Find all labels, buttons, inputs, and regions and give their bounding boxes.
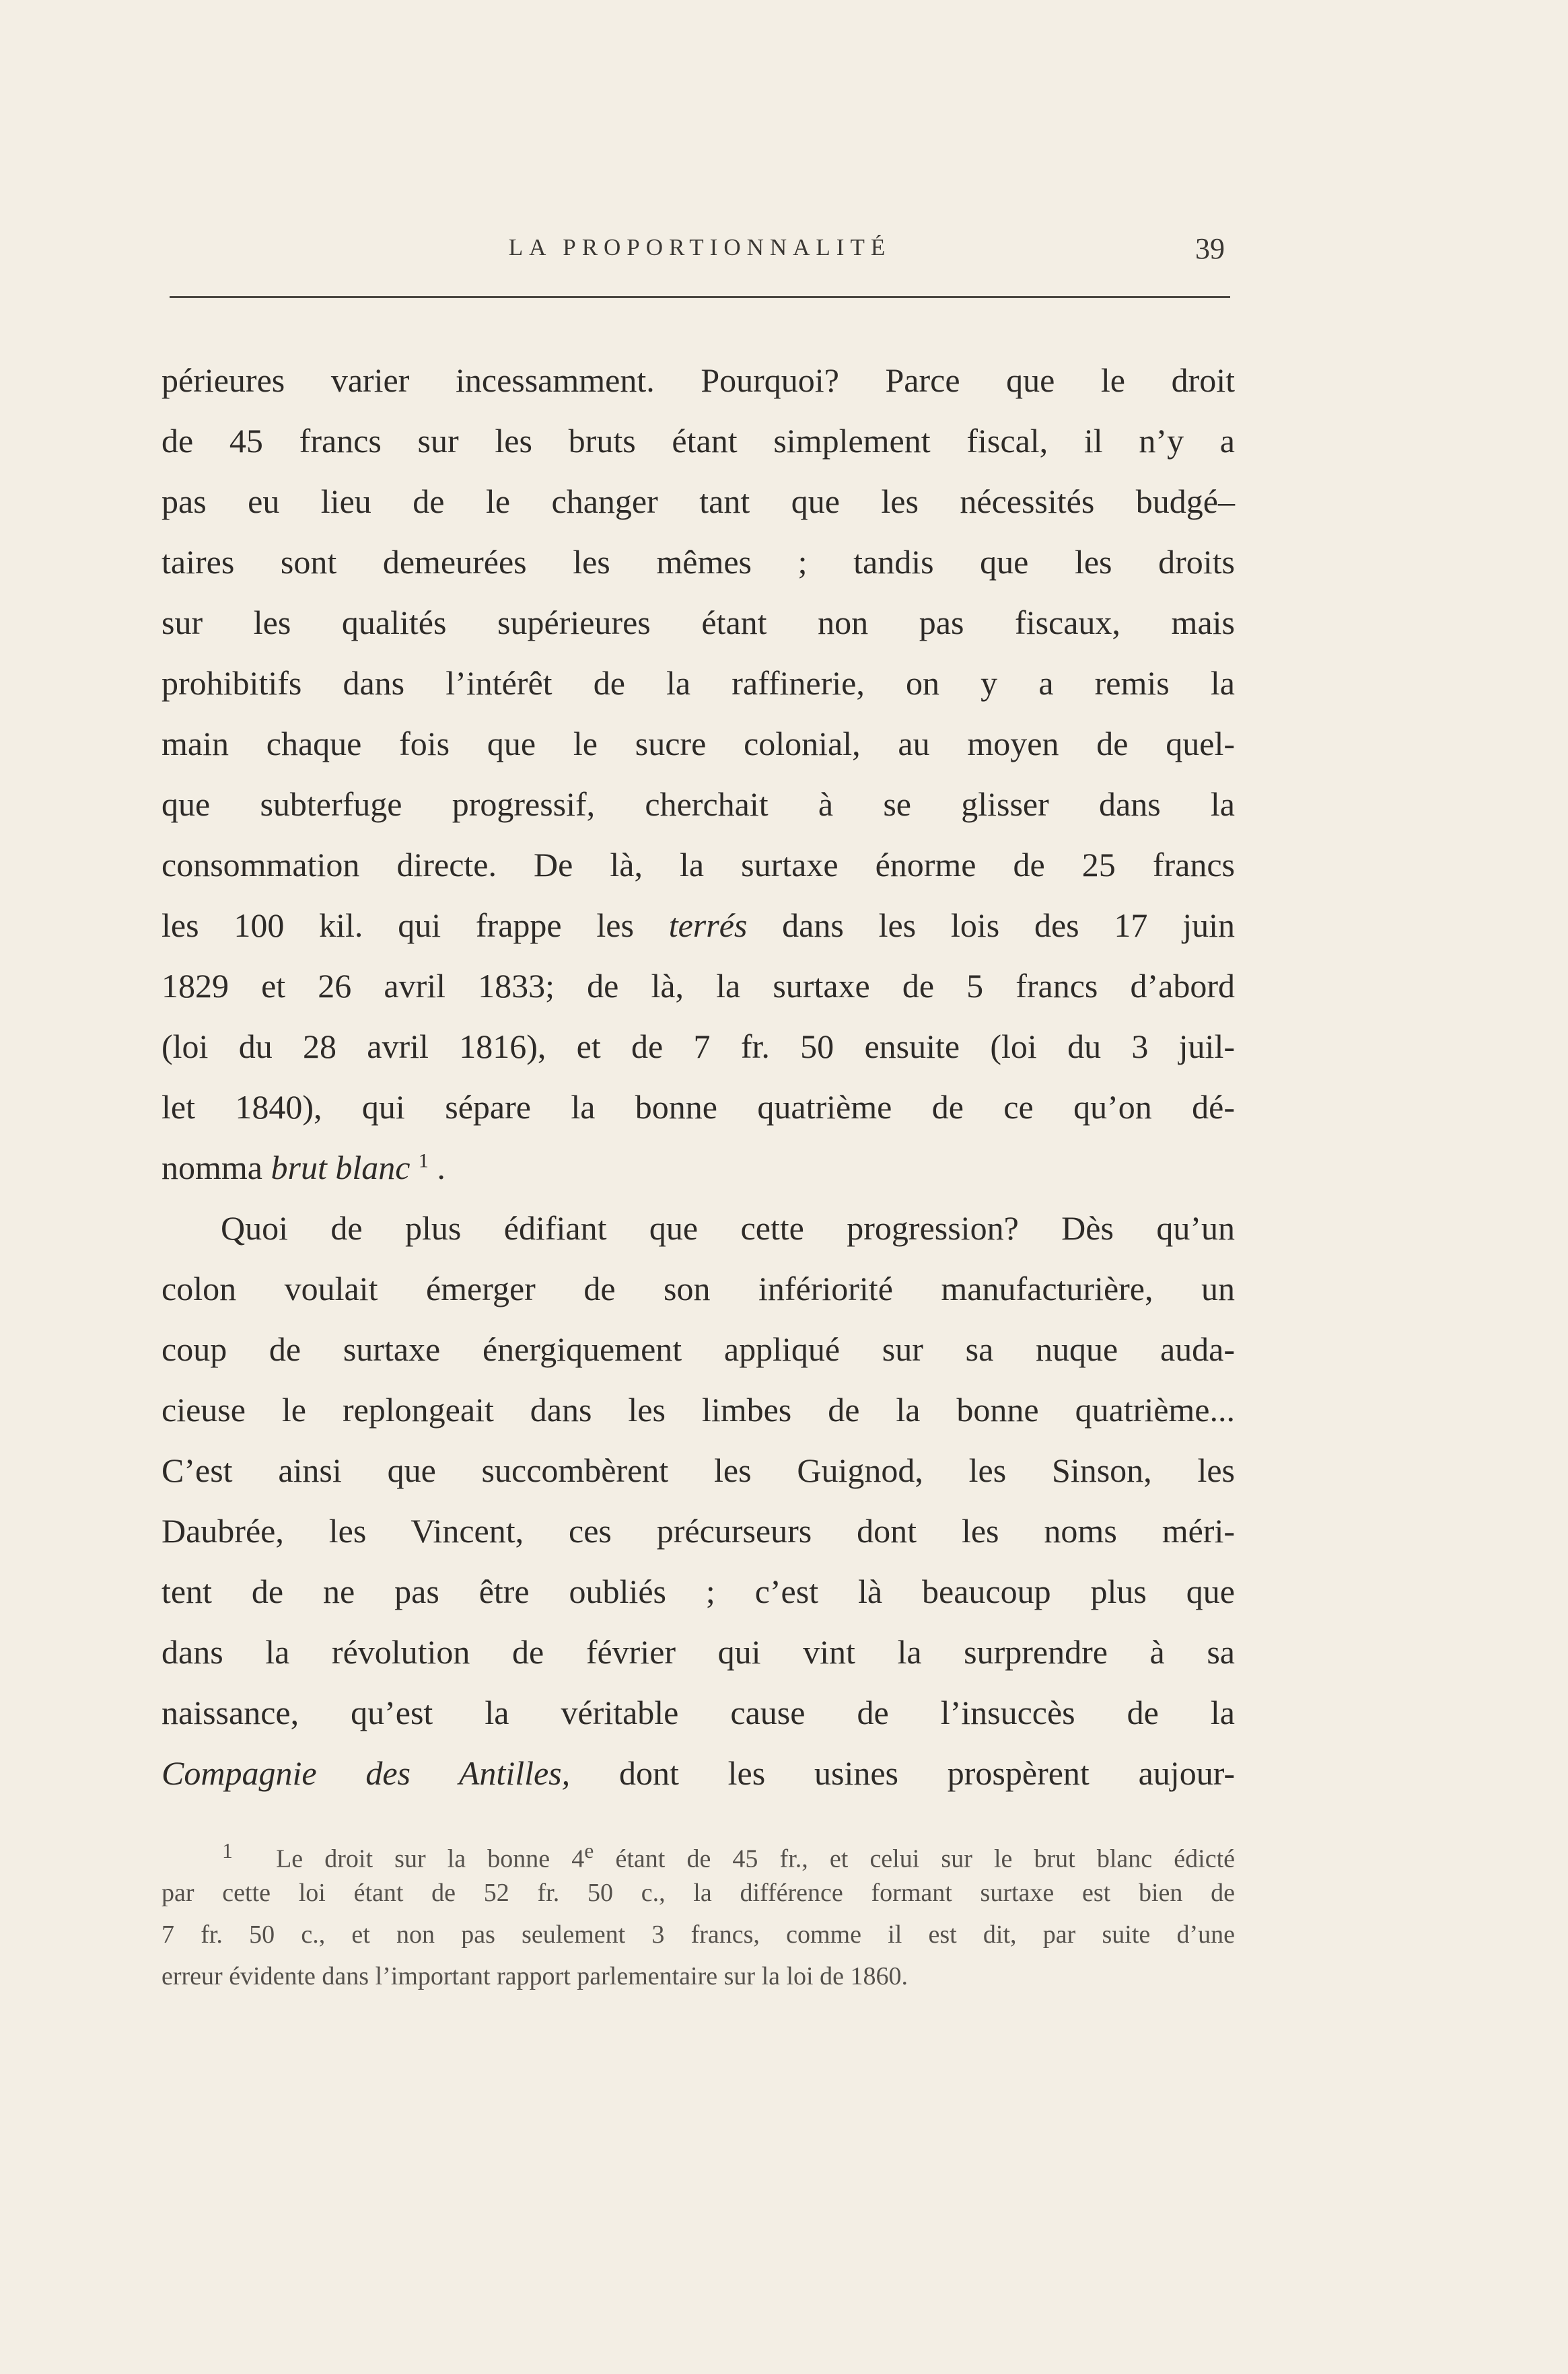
text-line: Daubrée, les Vincent, ces précurseurs dont les noms méri- — [162, 1512, 1235, 1550]
footnote-line: par cette loi étant de 52 fr. 50 c., la différence formant surtaxe est bien de — [162, 1879, 1235, 1907]
text-line: tent de ne pas être oubliés ; c’est là beaucoup plus que — [162, 1573, 1235, 1610]
text-line: let 1840), qui sépare la bonne quatrième de ce qu’on dé- — [162, 1088, 1235, 1126]
main-text — [162, 350, 1235, 1803]
footnote-reference: 1 — [418, 1149, 429, 1172]
italic-term: Compagnie des Antilles, — [162, 1754, 571, 1792]
text-segment: étant de 45 fr., et celui sur le brut blanc édicté — [594, 1844, 1235, 1873]
text-line: coup de surtaxe énergiquement appliqué sur sa nuque auda- — [162, 1330, 1235, 1368]
text-line: naissance, qu’est la véritable cause de l’insuccès de la — [162, 1694, 1235, 1731]
italic-term: terrés — [668, 906, 748, 944]
superscript: e — [584, 1839, 594, 1863]
text-line: cieuse le replongeait dans les limbes de la bonne quatrième... — [162, 1391, 1235, 1429]
footnote — [162, 1830, 1235, 1997]
paragraph-first-line: Quoi de plus édifiant que cette progression? Dès qu’un — [221, 1209, 1235, 1247]
text-line: prohibitifs dans l’intérêt de la raffinerie, on y a remis la — [162, 664, 1235, 702]
text-line: C’est ainsi que succombèrent les Guignod, les Sinson, les — [162, 1451, 1235, 1489]
text-line: colon voulait émerger de son infériorité manufacturière, un — [162, 1270, 1235, 1307]
text-segment: dont les usines prospèrent aujour- — [570, 1754, 1235, 1792]
text-line: que subterfuge progressif, cherchait à se glisser dans la — [162, 785, 1235, 823]
text-line: 1829 et 26 avril 1833; de là, la surtaxe de 5 francs d’abord — [162, 967, 1235, 1005]
text-line: taires sont demeurées les mêmes ; tandis que les droits — [162, 543, 1235, 581]
text-line: pas eu lieu de le changer tant que les nécessités budgé– — [162, 482, 1235, 520]
text-segment: Le droit sur la bonne 4 — [276, 1844, 585, 1873]
text-line: (loi du 28 avril 1816), et de 7 fr. 50 ensuite (loi du 3 juil- — [162, 1028, 1235, 1065]
text-segment: . — [437, 1149, 446, 1186]
text-segment: dans les lois des 17 juin — [747, 906, 1235, 944]
page-header — [170, 234, 1230, 275]
text-line — [162, 1137, 1235, 1198]
text-segment: nomma — [162, 1149, 271, 1186]
footnote-line — [162, 1830, 1235, 1872]
text-line: consommation directe. De là, la surtaxe énorme de 25 francs — [162, 846, 1235, 884]
text-segment: les 100 kil. qui frappe les — [162, 906, 669, 944]
text-line: dans la révolution de février qui vint la surprendre à sa — [162, 1633, 1235, 1671]
running-title: LA PROPORTIONNALITÉ — [508, 234, 892, 260]
footnote-marker: 1 — [222, 1839, 233, 1863]
text-line: main chaque fois que le sucre colonial, au moyen de quel- — [162, 725, 1235, 762]
page-number: 39 — [1195, 232, 1225, 265]
text-line: périeures varier incessamment. Pourquoi? Parce que le droit — [162, 361, 1235, 399]
text-line: sur les qualités supérieures étant non pas fiscaux, mais — [162, 604, 1235, 641]
italic-term: brut blanc — [271, 1149, 411, 1186]
header-rule — [170, 296, 1230, 298]
text-line — [162, 895, 1235, 956]
text-line — [162, 1743, 1235, 1803]
footnote-line: 7 fr. 50 c., et non pas seulement 3 francs, comme il est dit, par suite d’une — [162, 1920, 1235, 1949]
footnote-line: erreur évidente dans l’important rapport parlementaire sur la loi de 1860. — [162, 1962, 908, 1990]
text-line: de 45 francs sur les bruts étant simplement fiscal, il n’y a — [162, 422, 1235, 460]
